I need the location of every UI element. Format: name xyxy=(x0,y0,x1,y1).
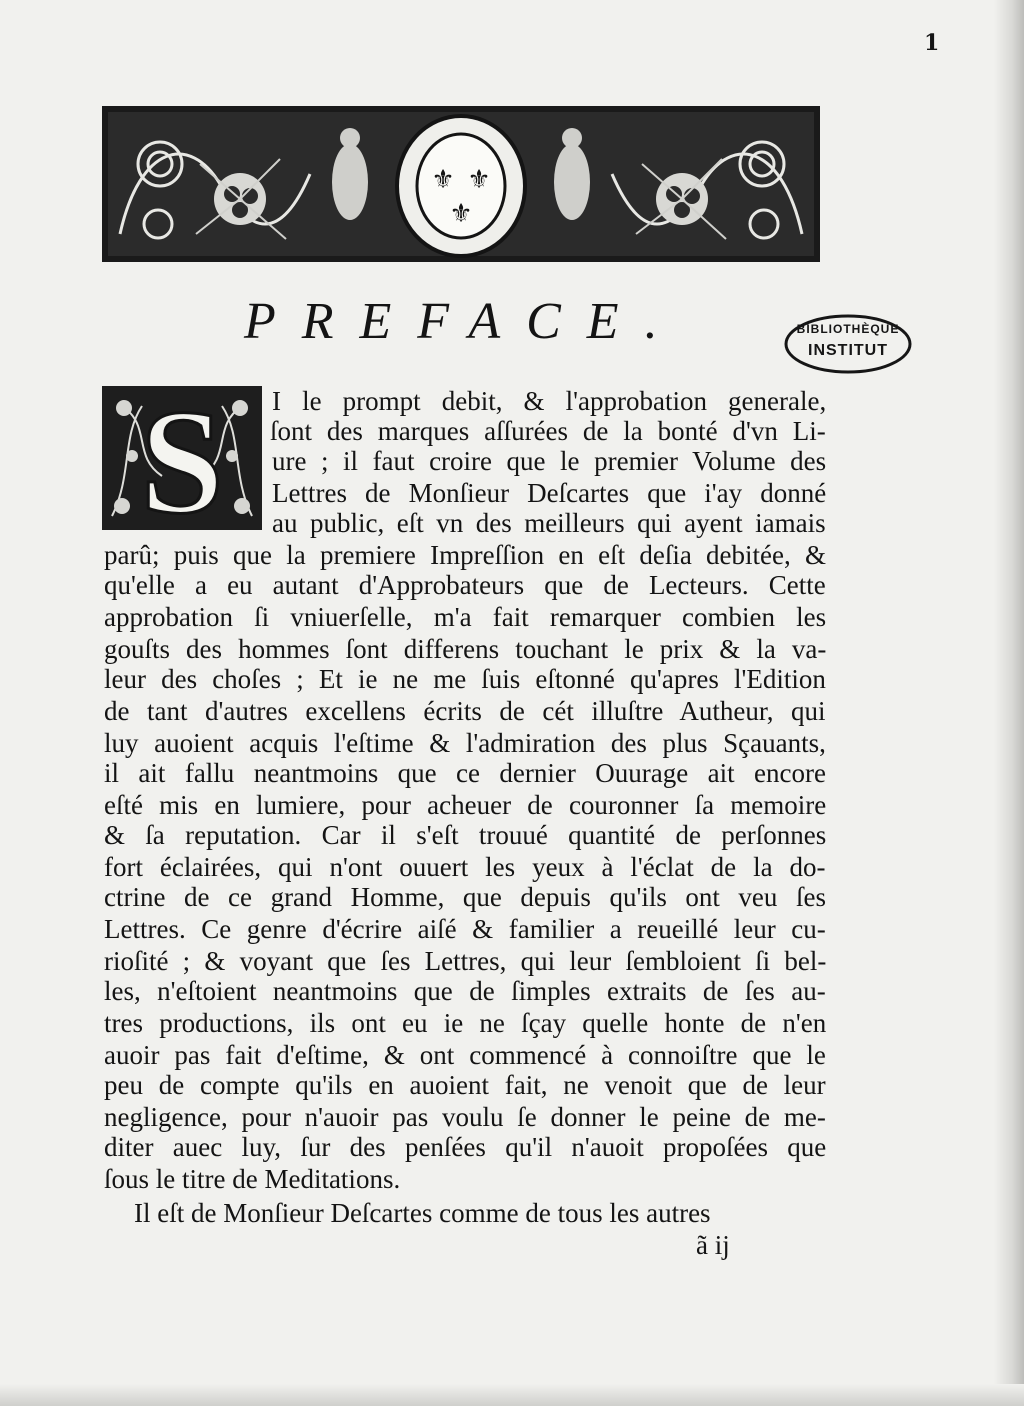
ornamental-headpiece xyxy=(100,104,822,264)
text-line: rioſité ; & voyant que ſes Lettres, qui leur ſembloient ſi bel- xyxy=(104,946,827,976)
text-line: parû; puis que la premiere Impreſſion en eſt deſia debitée, & xyxy=(104,540,827,570)
signature-mark: ã ij xyxy=(696,1230,730,1260)
text-line: peu de compte qu'ils en auoient fait, ne venoit que de leur xyxy=(104,1070,826,1100)
text-line: qu'elle a eu autant d'Approbateurs que de Lecteurs. Cette xyxy=(104,570,826,600)
stamp-top-text: BIBLIOTHÈQUE xyxy=(796,322,900,336)
svg-text:⚜: ⚜ xyxy=(449,199,473,229)
text-line: auoir pas fait d'eſtime, & ont commencé à connoiſtre que le xyxy=(104,1040,826,1070)
stamp-bottom-text: INSTITUT xyxy=(808,342,888,359)
initial-letter: S xyxy=(140,386,224,530)
text-line: gouſts des hommes ſont differens touchant le prix & la va- xyxy=(104,634,827,664)
svg-text:⚜: ⚜ xyxy=(431,165,455,195)
text-line: il ait fallu neantmoins que ce dernier Ouurage ait encore xyxy=(104,758,826,788)
text-line: & ſa reputation. Car il s'eſt trouué quantité de perſonnes xyxy=(104,820,827,850)
text-line: Lettres. Ce genre d'écrire aiſé & familier a reueillé leur cu- xyxy=(104,914,826,944)
page-title: PREFACE. xyxy=(244,293,684,350)
page-bottom-edge xyxy=(0,1384,1024,1406)
text-line: ſont des marques aſſurées de la bonté d'vn Li- xyxy=(270,416,826,446)
text-line: fort éclairées, qui n'ont ouuert les yeux à l'éclat de la do- xyxy=(104,852,826,882)
text-line: eſté mis en lumiere, pour acheuer de couronner ſa memoire xyxy=(104,790,827,820)
text-line: Lettres de Monſieur Deſcartes que i'ay donné xyxy=(272,478,827,508)
text-line: leur des choſes ; Et ie ne me ſuis eſtonné qu'apres l'Edition xyxy=(104,664,826,694)
text-line: les, n'eſtoient neantmoins que de ſimples extraits de ſes au- xyxy=(104,976,826,1006)
text-line: Il eſt de Monſieur Deſcartes comme de tous les autres xyxy=(134,1198,711,1228)
text-line: ure ; il faut croire que le premier Volume des xyxy=(272,446,827,476)
decorated-initial xyxy=(102,386,262,530)
text-line: negligence, pour n'auoir pas voulu ſe donner le peine de me- xyxy=(104,1102,826,1132)
text-line: approbation ſi vniuerſelle, m'a fait remarquer combien les xyxy=(104,602,827,632)
text-line: I le prompt debit, & l'approbation generale, xyxy=(272,386,827,416)
folio-number: 1 xyxy=(924,30,940,56)
page-edge-shadow xyxy=(994,0,1024,1406)
text-line: ſous le titre de Meditations. xyxy=(104,1164,401,1194)
library-stamp xyxy=(782,312,914,376)
text-line: tres productions, ils ont eu ie ne ſçay quelle honte de n'en xyxy=(104,1008,827,1038)
text-line: luy auoient acquis l'eſtime & l'admiration des plus Sçauants, xyxy=(104,728,826,758)
text-line: de tant d'autres excellens écrits de cét illuſtre Autheur, qui xyxy=(104,696,826,726)
svg-text:⚜: ⚜ xyxy=(467,165,491,195)
text-line: diter auec luy, ſur des penſées qu'il n'auoit propoſées que xyxy=(104,1132,827,1162)
text-line: au public, eſt vn des meilleurs qui ayent iamais xyxy=(272,508,826,538)
text-line: ctrine de ce grand Homme, que depuis qu'ils ont veu ſes xyxy=(104,882,826,912)
